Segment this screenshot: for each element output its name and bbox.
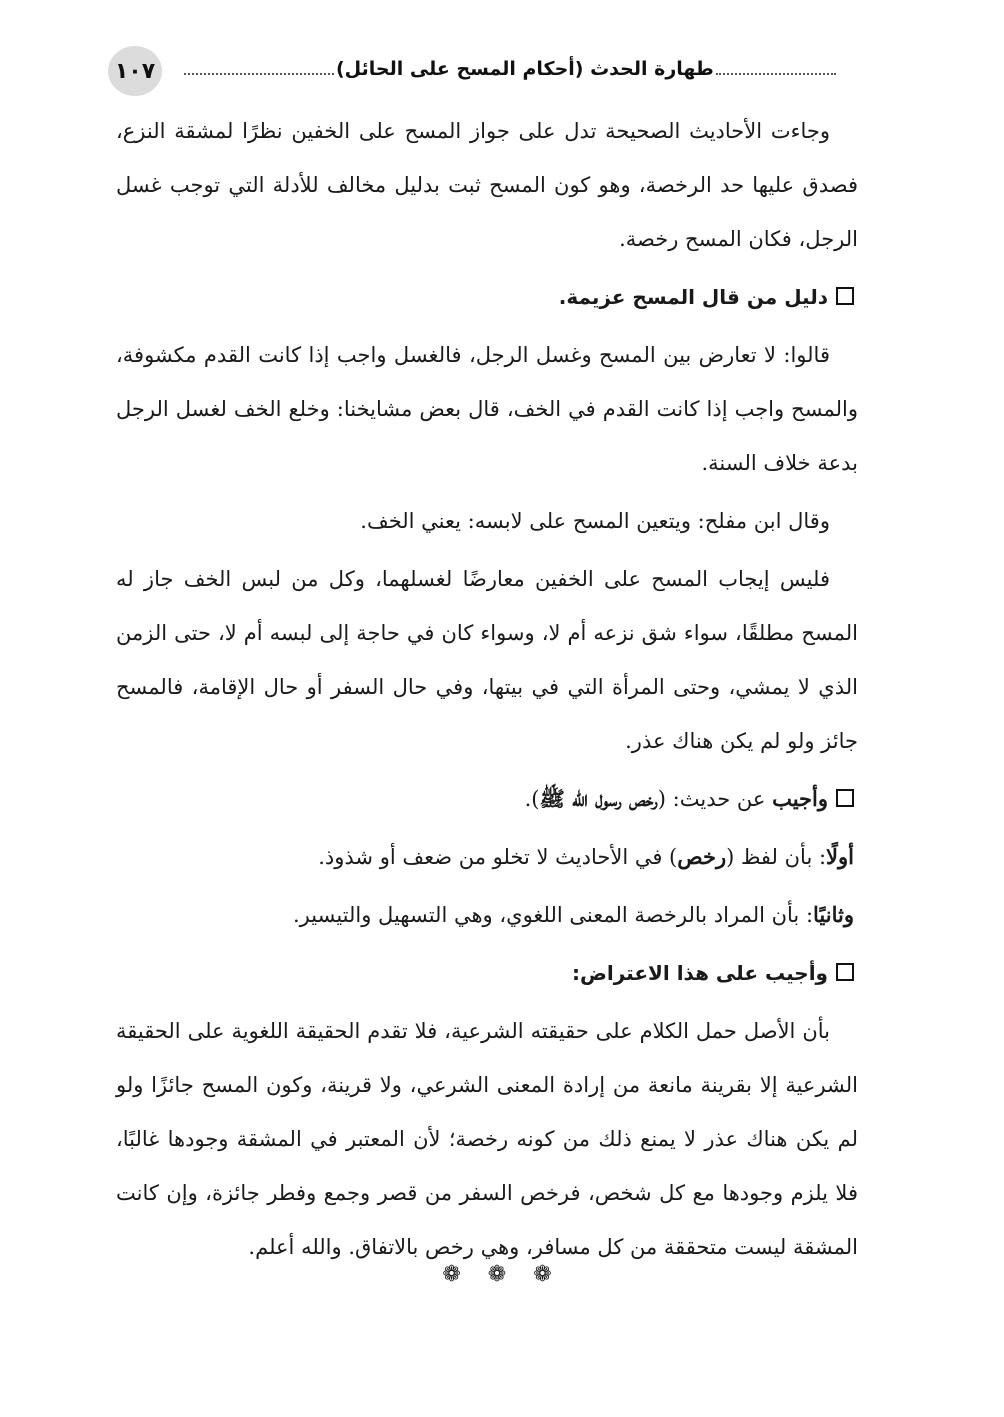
header-leader-dots-right <box>716 73 836 75</box>
answer-first-label: أولًا <box>826 844 854 869</box>
checkbox-square-icon <box>836 287 854 305</box>
paragraph-conclusion: بأن الأصل حمل الكلام على حقيقته الشرعية، فلا تقدم الحقيقة اللغوية على الحقيقة الشرعية إلا بقرينة مانعة من إرادة المعنى الشرعي، ولا قرينة، وكون المسح جائزًا ولو لم يكن هناك عذر لا يمنع ذلك من كونه رخصة؛ لأن المعتبر في المشقة وجودها غالبًا، فلا يلزم وجودها مع كل شخص، فرخص السفر من قصر وجمع وفطر جائزة، وإن كانت المشقة ليست متحققة من كل مسافر، وهي رخص بالاتفاق. والله أعلم. <box>116 1019 858 1259</box>
answer-second <box>116 888 858 942</box>
section-heading-objection <box>116 946 858 1000</box>
checkbox-square-icon <box>836 963 854 981</box>
response-item-hadith <box>116 772 858 826</box>
response-text: عن حديث: ( <box>657 787 773 811</box>
answer-first <box>116 830 858 884</box>
running-header-title: طهارة الحدث (أحكام المسح على الحائل) <box>336 58 714 80</box>
answer-first-end: ) في الأحاديث لا تخلو من ضعف أو شذوذ. <box>318 845 678 869</box>
section-heading-objection-text: وأجيب على هذا الاعتراض: <box>571 961 828 985</box>
response-end: ). <box>524 787 540 811</box>
answer-first-quote: رخص <box>677 844 727 869</box>
closing-ornament: ❁ ❁ ❁ <box>442 1262 562 1287</box>
paragraph-rukhsa: وجاءت الأحاديث الصحيحة تدل على جواز المسح على الخفين نظرًا لمشقة النزع، فصدق عليها حد الرخصة، وهو كون المسح ثبت بدليل مخالف للأدلة التي توجب غسل الرجل، فكان المسح رخصة. <box>116 119 858 251</box>
paragraph-falaysa: فليس إيجاب المسح على الخفين معارضًا لغسلهما، وكل من لبس الخف جاز له المسح مطلقًا، سواء شق نزعه أم لا، وسواء كان في حاجة إلى لبسه أم لا، حتى الزمن الذي لا يمشي، وحتى المرأة التي في بيتها، وفي حال السفر أو حال الإقامة، فالمسح جائز ولو لم يكن هناك عذر. <box>116 567 858 753</box>
answer-first-text: : بأن لفظ ( <box>726 845 827 869</box>
running-header <box>176 46 844 92</box>
section-heading-azima-text: دليل من قال المسح عزيمة. <box>558 285 828 309</box>
response-keyword: وأجيب <box>772 786 828 811</box>
answer-second-label: وثانيًا <box>813 902 854 927</box>
page-body <box>116 104 858 1278</box>
page-number-badge: ١٠٧ <box>108 46 162 96</box>
page-header <box>0 0 1004 100</box>
response-quote: رخص رسول الله ﷺ <box>539 786 658 811</box>
section-heading-azima <box>116 270 858 324</box>
header-leader-dots-left <box>184 73 334 75</box>
paragraph-qalu: قالوا: لا تعارض بين المسح وغسل الرجل، فالغسل واجب إذا كانت القدم مكشوفة، والمسح واجب إذا كانت القدم في الخف، قال بعض مشايخنا: وخلع الخف لغسل الرجل بدعة خلاف السنة. <box>116 343 858 475</box>
checkbox-square-icon <box>836 789 854 807</box>
answer-second-text: : بأن المراد بالرخصة المعنى اللغوي، وهي التسهيل والتيسير. <box>293 903 814 927</box>
paragraph-ibn-muflih: وقال ابن مفلح: ويتعين المسح على لابسه: يعني الخف. <box>360 509 830 533</box>
